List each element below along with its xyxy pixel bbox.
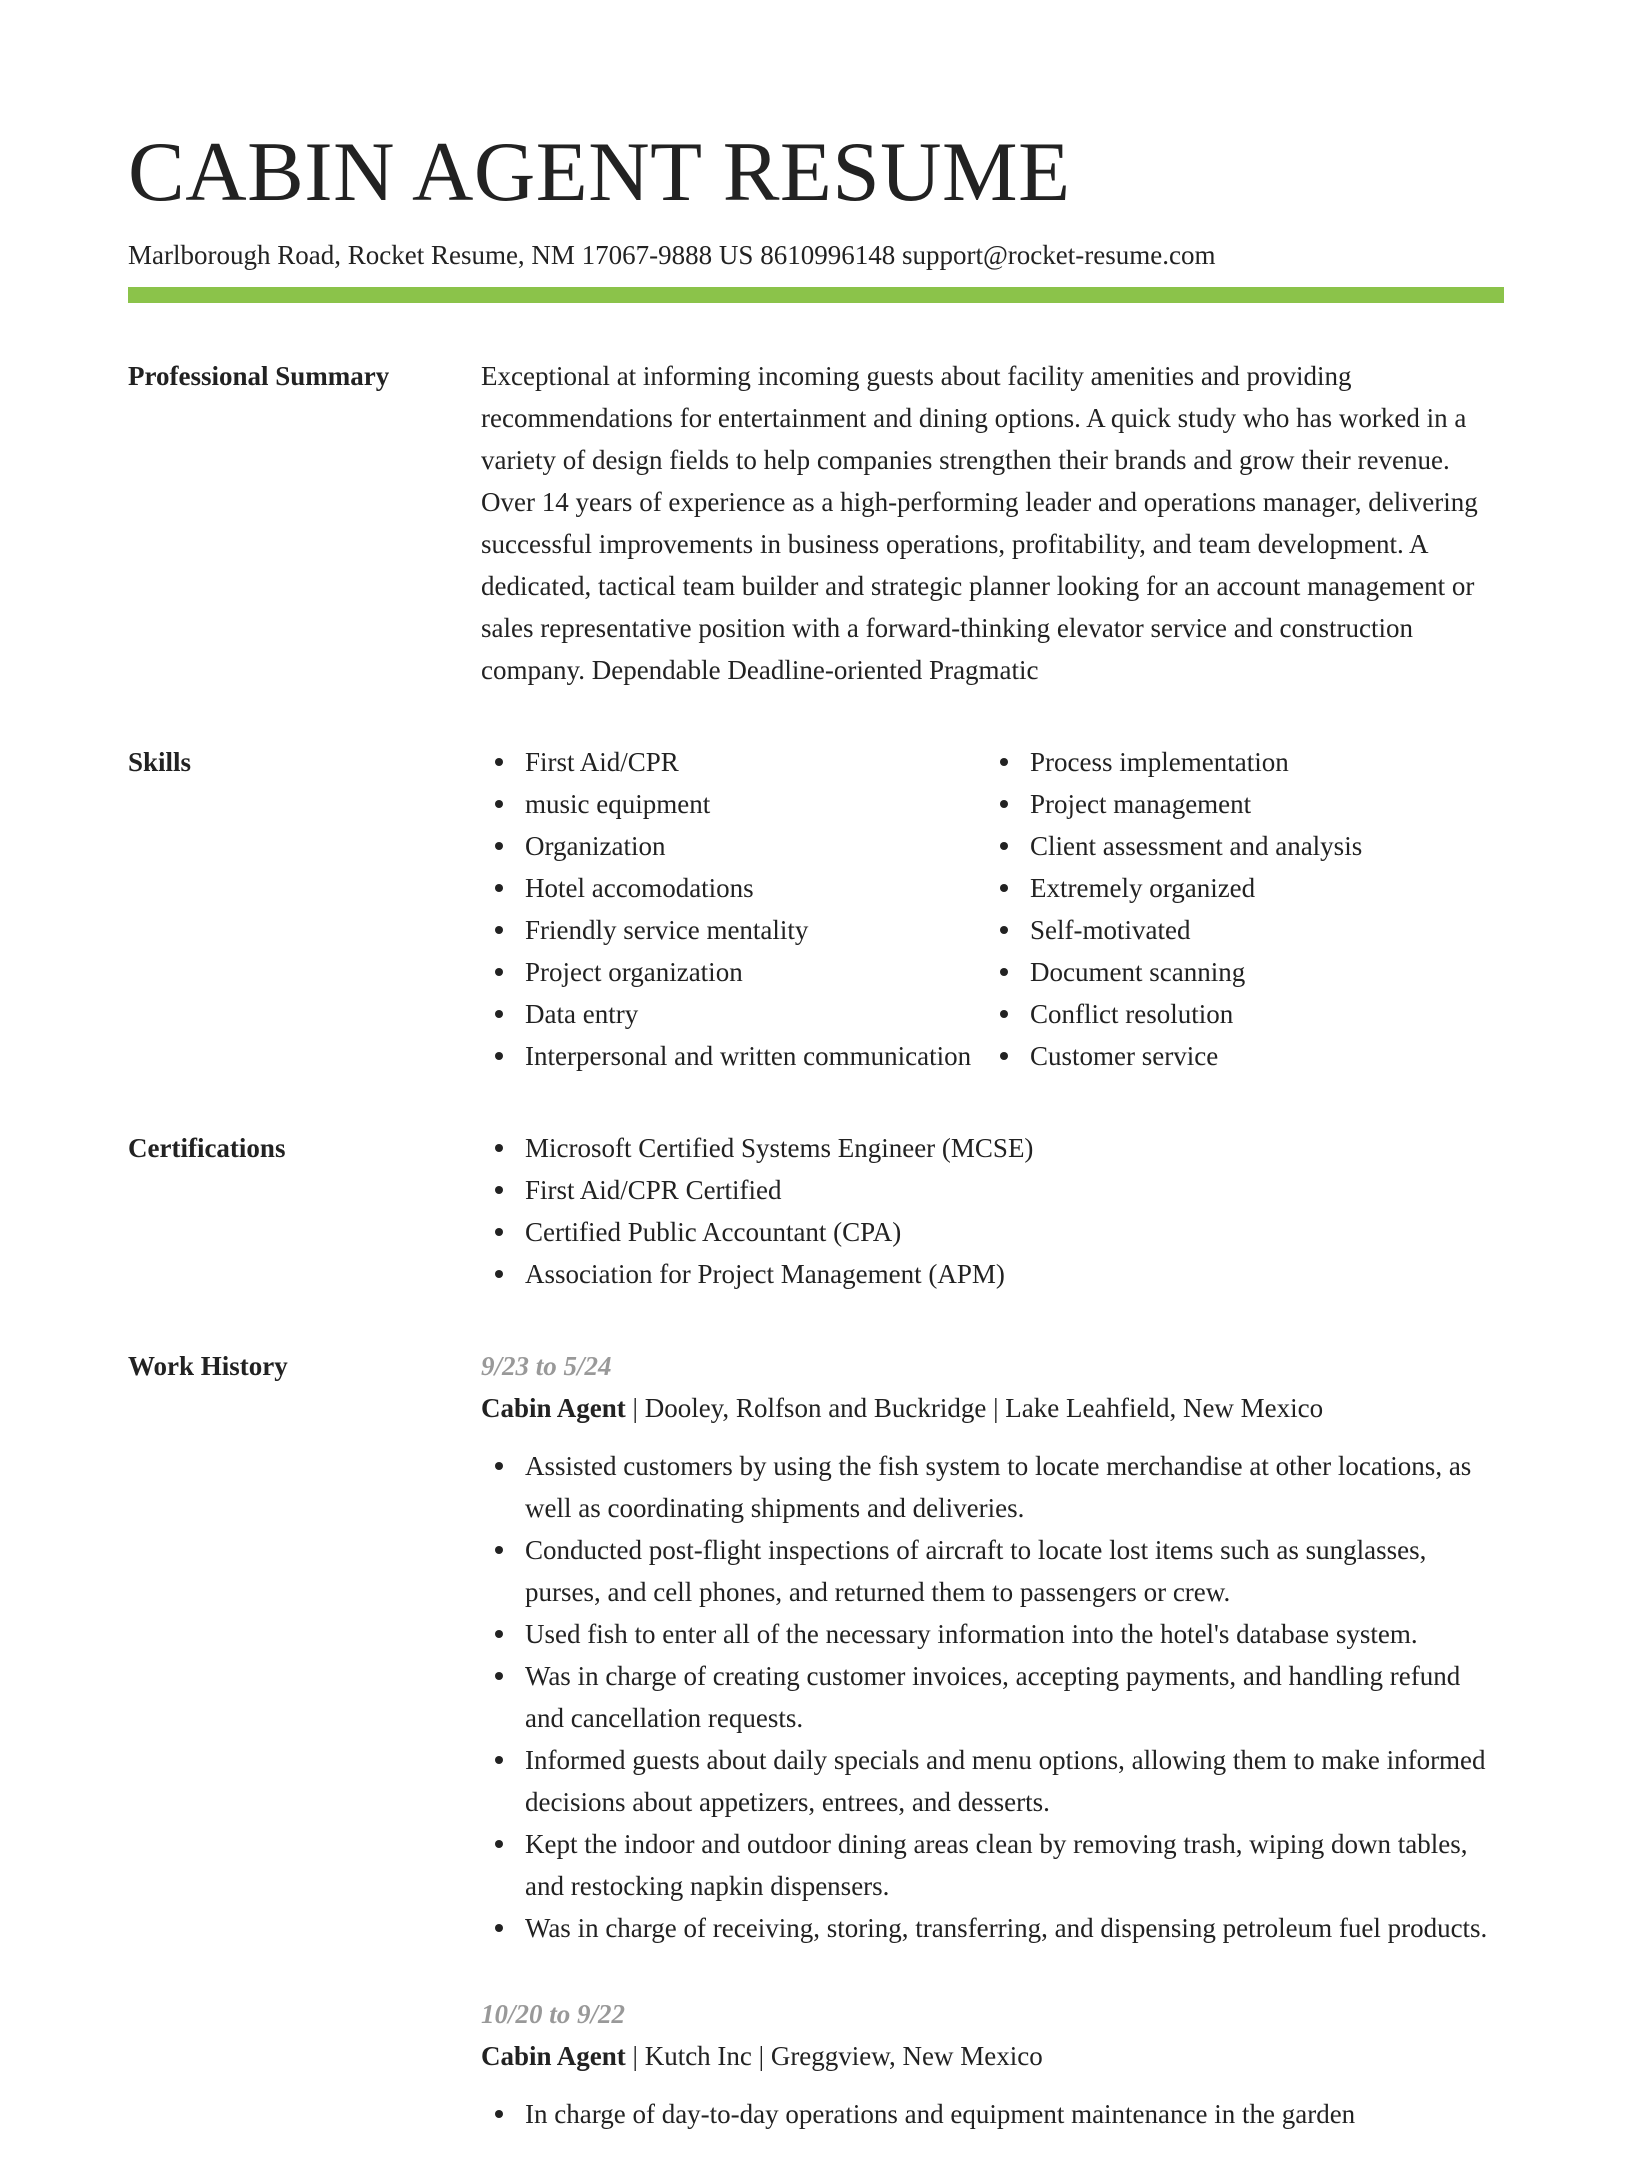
skills-column-1 [481, 741, 986, 1077]
work-history-section [128, 1345, 1504, 2179]
skill-item: Interpersonal and written communication [481, 1035, 986, 1077]
certification-item: Association for Project Management (APM) [481, 1253, 1504, 1295]
certification-item: First Aid/CPR Certified [481, 1169, 1504, 1211]
job-entry [481, 1345, 1504, 1949]
job-title: Cabin Agent [481, 1393, 626, 1424]
skills-column-2 [986, 741, 1491, 1077]
job-bullet: Was in charge of creating customer invoices, accepting payments, and handling refund and cancellation requests. [481, 1655, 1504, 1739]
job-entry [481, 1993, 1504, 2135]
job-bullet: Informed guests about daily specials and menu options, allowing them to make informed decisions about appetizers, entrees, and desserts. [481, 1739, 1504, 1823]
skill-item: Extremely organized [986, 867, 1491, 909]
skill-item: First Aid/CPR [481, 741, 986, 783]
accent-divider [128, 287, 1504, 303]
skills-body [481, 741, 1504, 1077]
skill-item: Document scanning [986, 951, 1491, 993]
job-bullet: Assisted customers by using the fish system to locate merchandise at other locations, as well as coordinating shipments and deliveries. [481, 1445, 1504, 1529]
job-title: Cabin Agent [481, 2041, 626, 2072]
skill-item: Friendly service mentality [481, 909, 986, 951]
resume-title: CABIN AGENT RESUME [128, 125, 1071, 219]
skills-section [128, 741, 1504, 1077]
certifications-list [481, 1127, 1504, 1295]
certifications-section [128, 1127, 1504, 1295]
skill-item: Data entry [481, 993, 986, 1035]
certifications-body [481, 1127, 1504, 1295]
section-label-work-history: Work History [128, 1351, 288, 1382]
job-dates: 9/23 to 5/24 [481, 1351, 612, 1382]
job-heading [481, 2035, 1504, 2077]
skill-item: Client assessment and analysis [986, 825, 1491, 867]
work-history-body [481, 1345, 1504, 2179]
section-label-certifications: Certifications [128, 1133, 286, 1164]
job-dates: 10/20 to 9/22 [481, 1999, 626, 2030]
job-details: | Dooley, Rolfson and Buckridge | Lake Leahfield, New Mexico [625, 1393, 1324, 1424]
job-details: | Kutch Inc | Greggview, New Mexico [625, 2041, 1043, 2072]
skill-item: Conflict resolution [986, 993, 1491, 1035]
summary-body [481, 355, 1504, 691]
skill-item: Hotel accomodations [481, 867, 986, 909]
skill-item: music equipment [481, 783, 986, 825]
section-label-summary: Professional Summary [128, 361, 390, 392]
job-bullets [481, 1445, 1504, 1949]
certification-item: Microsoft Certified Systems Engineer (MCSE) [481, 1127, 1504, 1169]
skill-item: Customer service [986, 1035, 1491, 1077]
skill-item: Project organization [481, 951, 986, 993]
skill-item: Process implementation [986, 741, 1491, 783]
job-bullet: Was in charge of receiving, storing, transferring, and dispensing petroleum fuel products. [481, 1907, 1504, 1949]
job-heading [481, 1387, 1504, 1429]
summary-section [128, 355, 1504, 691]
job-bullet: In charge of day-to-day operations and equipment maintenance in the garden [481, 2093, 1504, 2135]
contact-line: Marlborough Road, Rocket Resume, NM 17067-9888 US 8610996148 support@rocket-resume.com [128, 240, 1216, 270]
job-bullet: Used fish to enter all of the necessary information into the hotel's database system. [481, 1613, 1504, 1655]
skill-item: Organization [481, 825, 986, 867]
job-bullet: Conducted post-flight inspections of aircraft to locate lost items such as sunglasses, purses, and cell phones, and returned them to passengers or crew. [481, 1529, 1504, 1613]
job-bullet: Kept the indoor and outdoor dining areas clean by removing trash, wiping down tables, and restocking napkin dispensers. [481, 1823, 1504, 1907]
summary-text: Exceptional at informing incoming guests about facility amenities and providing recommendations for entertainment and dining options. A quick study who has worked in a variety of design fields to help companies strengthen their brands and grow their revenue. Over 14 years of experience as a high-performing leader and operations manager, delivering successful improvements in business operations, profitability, and team development. A dedicated, tactical team builder and strategic planner looking for an account management or sales representative position with a forward-thinking elevator service and construction company. Dependable Deadline-oriented Pragmatic [481, 361, 1478, 686]
section-label-skills: Skills [128, 747, 192, 778]
job-bullets [481, 2093, 1504, 2135]
skill-item: Self-motivated [986, 909, 1491, 951]
skill-item: Project management [986, 783, 1491, 825]
certification-item: Certified Public Accountant (CPA) [481, 1211, 1504, 1253]
